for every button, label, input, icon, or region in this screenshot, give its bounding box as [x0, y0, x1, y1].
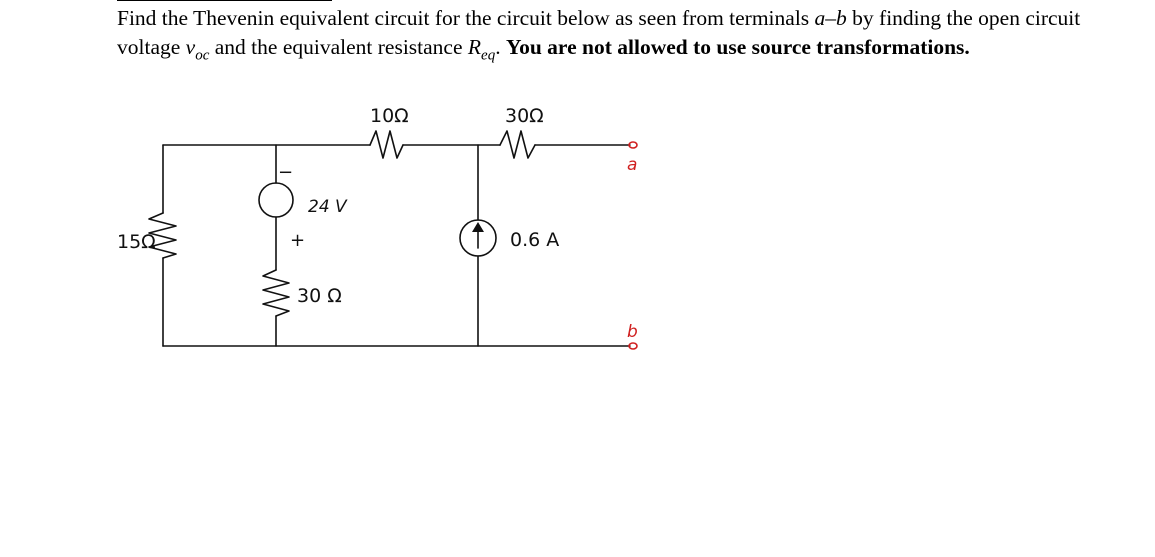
current-arrow-head	[472, 222, 484, 232]
restriction-text: You are not allowed to use source transformations.	[505, 35, 970, 59]
resistor-10-ohm	[370, 131, 403, 158]
label-10-ohm: 10Ω	[370, 105, 409, 127]
terminals-label: a–b	[814, 6, 847, 30]
resistor-30-ohm-top	[500, 131, 535, 158]
label-24-v: 24 V	[308, 197, 347, 217]
problem-text-3: and the equivalent resistance	[209, 35, 468, 59]
label-30-ohm-mid: 30 Ω	[297, 285, 342, 307]
voc-symbol: v	[185, 35, 196, 59]
resistor-30-ohm-mid	[263, 270, 289, 316]
req-subscript: eq	[481, 47, 496, 64]
voltage-source-24v	[259, 183, 293, 217]
label-terminal-b: b	[627, 322, 638, 342]
label-30-ohm-top: 30Ω	[505, 105, 544, 127]
problem-text-4: .	[495, 35, 506, 59]
voc-subscript: oc	[195, 47, 210, 64]
label-voltage-plus: +	[290, 230, 306, 251]
label-0-6-a: 0.6 A	[510, 229, 560, 251]
label-terminal-a: a	[627, 155, 638, 175]
req-symbol: R	[467, 35, 482, 59]
problem-text-1: Find the Thevenin equivalent circuit for the circuit below as seen from terminals	[117, 6, 815, 30]
label-15-ohm: 15Ω	[117, 231, 156, 253]
label-voltage-minus: −	[278, 162, 294, 183]
problem-text-2: by finding the open circuit voltage	[117, 6, 1081, 59]
